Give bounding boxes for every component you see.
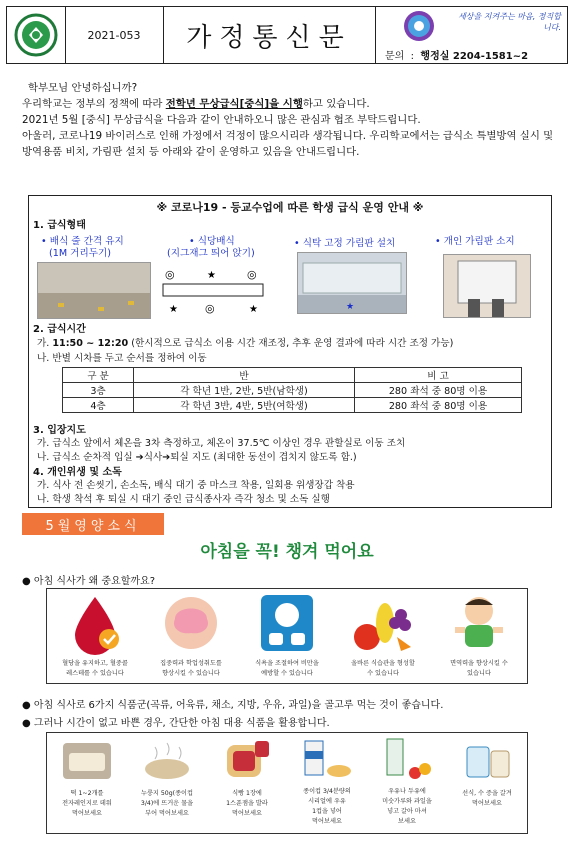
intro-text bbox=[22, 80, 557, 160]
intro-p1-text: 우리학교는 정부의 정책에 따라 bbox=[22, 98, 166, 110]
covid-notice-box bbox=[28, 195, 552, 508]
section-4-title: 4. 개인위생 및 소독 bbox=[33, 467, 122, 478]
table-cell: 280 좌석 중 80명 이용 bbox=[355, 398, 522, 413]
nurungji-icon bbox=[141, 739, 193, 783]
section-4-line-a: 가. 식사 전 손씻기, 손소독, 배식 대기 중 마스크 착용, 일회용 위생장갑 착용 bbox=[37, 480, 355, 491]
six-food-groups-note: ● 아침 식사로 6가지 식품군(곡류, 어육류, 채소, 지방, 우유, 과일)을 골고루 먹는 것이 좋습니다. bbox=[22, 700, 444, 711]
table-cell: 3층 bbox=[63, 383, 134, 398]
alternative-card bbox=[367, 733, 447, 833]
photo-line-spacing bbox=[37, 262, 151, 319]
school-logo bbox=[7, 7, 66, 63]
s2-a-rest: (한시적으로 급식소 이용 시간 재조정, 추후 운영 결과에 따라 시간 조정 가능) bbox=[128, 338, 454, 349]
photo-personal-partition bbox=[443, 254, 531, 318]
caption-line-spacing-sub: (1M 거리두기) bbox=[49, 248, 111, 259]
svg-text:★: ★ bbox=[249, 304, 258, 315]
healthy-child-icon bbox=[451, 593, 507, 655]
svg-text:◎: ◎ bbox=[165, 268, 175, 281]
why-breakfast-question: ● 아침 식사가 왜 중요할까요? bbox=[22, 576, 156, 587]
table-row bbox=[63, 398, 522, 413]
table-header: 구 분 bbox=[63, 368, 134, 383]
section-2-title: 2. 급식시간 bbox=[33, 324, 86, 335]
milk-fruit-icon bbox=[381, 737, 433, 783]
table-cell: 4층 bbox=[63, 398, 134, 413]
school-emblem-icon bbox=[401, 9, 437, 47]
benefit-label: 혈당을 유지하고, 혈중콜 레스테롤 수 있습니다 bbox=[62, 660, 128, 677]
table-cell: 각 학년 1반, 2반, 5반(남학생) bbox=[134, 383, 355, 398]
header-right bbox=[375, 7, 567, 63]
svg-text:★: ★ bbox=[169, 304, 178, 315]
alternative-label: 우유나 두유에 미숫가루와 과일을 넣고 갈아 마셔 보세요 bbox=[382, 788, 432, 825]
contact-label: 문의 bbox=[385, 51, 405, 62]
benefit-card bbox=[335, 589, 431, 683]
intro-paragraph-1 bbox=[22, 96, 557, 112]
blood-drop-icon bbox=[67, 593, 123, 655]
breakfast-alternatives-panel bbox=[46, 732, 528, 834]
section-2-line-a bbox=[37, 335, 453, 349]
section-1-title: 1. 급식형태 bbox=[33, 220, 86, 231]
alternative-label: 식빵 1장에 1스푼잼을 발라 먹어보세요 bbox=[226, 790, 268, 817]
fruits-icon bbox=[349, 593, 419, 655]
grain-powder-icon bbox=[461, 739, 513, 783]
alternative-card bbox=[127, 733, 207, 833]
nutrition-banner: 5월영양소식 bbox=[22, 513, 164, 535]
benefit-label: 올바른 식습관을 형성할 수 있습니다 bbox=[351, 660, 415, 677]
breakfast-benefits-panel bbox=[46, 588, 528, 684]
rice-cake-icon bbox=[61, 739, 113, 783]
lunch-time: 11:50 ~ 12:20 bbox=[52, 338, 129, 349]
photo-fixed-partition bbox=[297, 252, 407, 314]
intro-p1-after: 하고 있습니다. bbox=[302, 98, 370, 110]
cereal-milk-icon bbox=[301, 737, 353, 783]
intro-p1-bold: 전학년 무상급식[중식]을 시행 bbox=[165, 98, 303, 110]
alternative-label: 선식, 수 증을 갈겨 먹어보세요 bbox=[462, 790, 512, 807]
svg-text:★: ★ bbox=[207, 270, 216, 281]
greeting: 학부모님 안녕하십니까? bbox=[28, 82, 138, 94]
section-3-title: 3. 입장지도 bbox=[33, 425, 86, 436]
table-cell: 280 좌석 중 80명 이용 bbox=[355, 383, 522, 398]
table-header-row bbox=[63, 368, 522, 383]
issue-number: 2021-053 bbox=[65, 7, 164, 63]
table-cell: 각 학년 3반, 4반, 5반(여학생) bbox=[134, 398, 355, 413]
benefit-label: 식욕을 조절하여 비만을 예방할 수 있습니다 bbox=[255, 660, 319, 677]
quick-breakfast-note: ● 그러나 시간이 없고 바쁜 경우, 간단한 아침 대용 식품을 활용합니다. bbox=[22, 718, 330, 729]
benefit-card bbox=[47, 589, 143, 683]
table-row bbox=[63, 383, 522, 398]
page-title: 가정통신문 bbox=[163, 7, 376, 63]
caption-personal-partition: • 개인 가림판 소지 bbox=[435, 236, 515, 247]
benefit-label: 집중력과 학업성취도를 향상시킬 수 있습니다 bbox=[160, 660, 222, 677]
caption-line-spacing: • 배식 줄 간격 유지 bbox=[41, 236, 124, 247]
school-motto: 세상을 지켜주는 마음, 정직합니다. bbox=[458, 12, 561, 32]
table-header: 비 고 bbox=[355, 368, 522, 383]
alternative-card bbox=[47, 733, 127, 833]
bread-jam-icon bbox=[221, 739, 273, 783]
alternative-card bbox=[447, 733, 527, 833]
alternative-label: 종이컵 3/4분량의 시리얼에 우유 1컵을 넣어 먹어보세요 bbox=[303, 788, 351, 825]
benefit-label: 면역력을 향상시킬 수 있습니다 bbox=[450, 660, 508, 677]
nutrition-headline: 아침을 꼭! 챙겨 먹어요 bbox=[200, 542, 374, 562]
alternative-card bbox=[207, 733, 287, 833]
section-2-line-b: 나. 반별 시차를 두고 순서를 정하여 이동 bbox=[37, 353, 207, 364]
benefit-card bbox=[431, 589, 527, 683]
section-4-line-b: 나. 학생 착석 후 퇴실 시 대기 중인 급식종사자 즉각 청소 및 소독 실행 bbox=[37, 494, 330, 505]
caption-cafeteria-sub: (지그재그 띄어 앉기) bbox=[167, 248, 255, 259]
schedule-table bbox=[62, 367, 522, 413]
section-3-line-a: 가. 급식소 앞에서 체온을 3차 측정하고, 체온이 37.5℃ 이상인 경우 관할실로 이동 조치 bbox=[37, 438, 406, 449]
scale-icon bbox=[257, 593, 317, 655]
seating-diagram bbox=[157, 266, 269, 318]
section-3-line-b: 나. 급식소 순차적 입실 ➔식사➔퇴실 지도 (최대한 동선이 겹치지 않도록 함.) bbox=[37, 452, 357, 463]
svg-text:◎: ◎ bbox=[205, 302, 215, 315]
benefit-card bbox=[239, 589, 335, 683]
s2-a-prefix: 가. bbox=[37, 338, 53, 349]
intro-paragraph-3: 아울러, 코로나19 바이러스로 인해 가정에서 걱정이 많으시리라 생각됩니다. 우리학교에서는 급식소 특별방역 실시 및 방역용품 비치, 가림판 설치 등 아래와 같이 운영하고 있음을 안내드립니다. bbox=[22, 130, 554, 158]
contact-value: 행정실 2204-1581~2 bbox=[420, 51, 529, 62]
alternative-label: 떡 1~2개를 전자레인지로 데워 먹어보세요 bbox=[62, 790, 112, 817]
letter-header bbox=[6, 6, 568, 64]
svg-text:◎: ◎ bbox=[247, 268, 257, 281]
contact-line: 문의 : 행정실 2204-1581~2 bbox=[385, 51, 529, 62]
brain-icon bbox=[161, 593, 221, 655]
caption-cafeteria: • 식당배식 bbox=[189, 236, 235, 247]
svg-text:★: ★ bbox=[346, 302, 355, 312]
benefit-card bbox=[143, 589, 239, 683]
caption-fixed-partition: • 식탁 고정 가림판 설치 bbox=[294, 238, 396, 249]
alternative-label: 누룽지 50g(종이컵 3/4)에 뜨거운 물을 부어 먹어보세요 bbox=[140, 790, 194, 817]
intro-paragraph-2: 2021년 5월 [중식] 무상급식을 다음과 같이 안내하오니 많은 관심과 협조 부탁드립니다. bbox=[22, 114, 421, 126]
table-header: 반 bbox=[134, 368, 355, 383]
alternative-card bbox=[287, 733, 367, 833]
covid-title: ※ 코로나19 - 등교수업에 따른 학생 급식 운영 안내 ※ bbox=[156, 201, 424, 214]
